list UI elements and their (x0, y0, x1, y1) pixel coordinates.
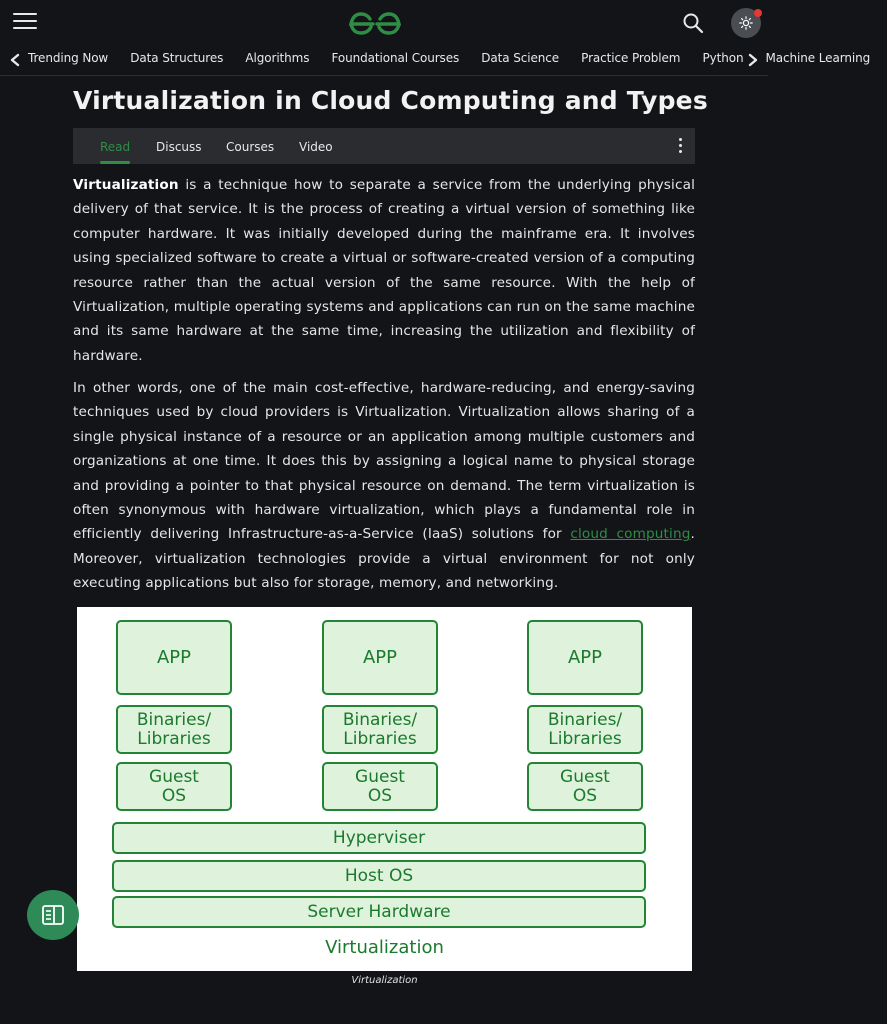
binaries-libraries-box: Binaries/ Libraries (527, 705, 643, 754)
guest-os-box: Guest OS (322, 762, 438, 811)
search-icon[interactable] (682, 12, 704, 34)
nav-item-trending-now[interactable]: Trending Now (28, 51, 109, 65)
reader-mode-icon (41, 903, 65, 927)
category-nav (0, 45, 871, 76)
chevron-right-icon[interactable] (746, 53, 760, 67)
article-tabs (73, 128, 695, 164)
reader-mode-button[interactable] (27, 890, 79, 940)
cloud-computing-link[interactable]: cloud computing (570, 526, 691, 543)
paragraph-details-tail: . Moreover, virtualization technologies provide a virtual environment for not only executing applications but also for storage, memory, and networking. (73, 526, 695, 592)
server-hardware-layer: Server Hardware (112, 896, 646, 928)
hypervisor-layer: Hyperviser (112, 822, 646, 854)
theme-toggle-button[interactable] (731, 8, 761, 38)
paragraph-intro (73, 173, 695, 368)
guest-os-box: Guest OS (116, 762, 232, 811)
nav-item-data-structures[interactable]: Data Structures (130, 51, 224, 65)
paragraph-intro-text: is a technique how to separate a service from the underlying physical delivery of that service. It is the process of creating a virtual version of something like computer hardware. It was initially developed during the mainframe era. It involves using specialized software to create a virtual or software-created version of a computing resource rather than the actual version of the same resource. With the help of Virtualization, multiple operating systems and applications can run on the same machine and its same hardware at the same time, increasing the utilization and flexibility of hardware. (73, 177, 695, 364)
article-title: Virtualization in Cloud Computing and Types (73, 86, 708, 115)
app-box: APP (116, 620, 232, 695)
figure-caption: Virtualization (351, 975, 418, 986)
tab-discuss[interactable]: Discuss (156, 140, 202, 154)
virtualization-diagram (77, 607, 692, 971)
nav-item-python[interactable]: Python (702, 51, 744, 65)
sun-icon (739, 16, 753, 30)
more-options-icon[interactable] (677, 138, 683, 156)
nav-item-machine-learning[interactable]: Machine Learning (765, 51, 871, 65)
paragraph-details (73, 376, 695, 596)
paragraph-details-text: In other words, one of the main cost-effective, hardware-reducing, and energy-saving techniques used by cloud providers is Virtualization. Virtualization allows sharing of a single physical instance of a resource or an application among multiple customers and organizations at one time. It does this by assigning a logical name to physical storage and providing a pointer to that physical resource on demand. The term virtualization is often synonymous with hardware virtualization, which plays a fundamental role in efficiently delivering Infrastructure-as-a-Service (IaaS) solutions for (73, 380, 695, 543)
term-virtualization: Virtualization (73, 177, 179, 193)
host-os-layer: Host OS (112, 860, 646, 892)
binaries-libraries-box: Binaries/ Libraries (116, 705, 232, 754)
tab-read[interactable]: Read (100, 128, 130, 164)
binaries-libraries-box: Binaries/ Libraries (322, 705, 438, 754)
chevron-left-icon[interactable] (8, 53, 22, 67)
tab-video[interactable]: Video (299, 140, 333, 154)
nav-item-algorithms[interactable]: Algorithms (245, 51, 310, 65)
hamburger-icon[interactable] (13, 13, 37, 31)
app-box: APP (322, 620, 438, 695)
diagram-label: Virtualization (325, 937, 444, 958)
app-box: APP (527, 620, 643, 695)
tab-courses[interactable]: Courses (226, 140, 275, 154)
nav-item-foundational-courses[interactable]: Foundational Courses (331, 51, 460, 65)
guest-os-box: Guest OS (527, 762, 643, 811)
top-header (0, 0, 768, 45)
notification-dot (754, 9, 762, 17)
gfg-logo[interactable] (347, 8, 403, 36)
nav-item-data-science[interactable]: Data Science (481, 51, 560, 65)
nav-item-practice-problem[interactable]: Practice Problem (581, 51, 681, 65)
